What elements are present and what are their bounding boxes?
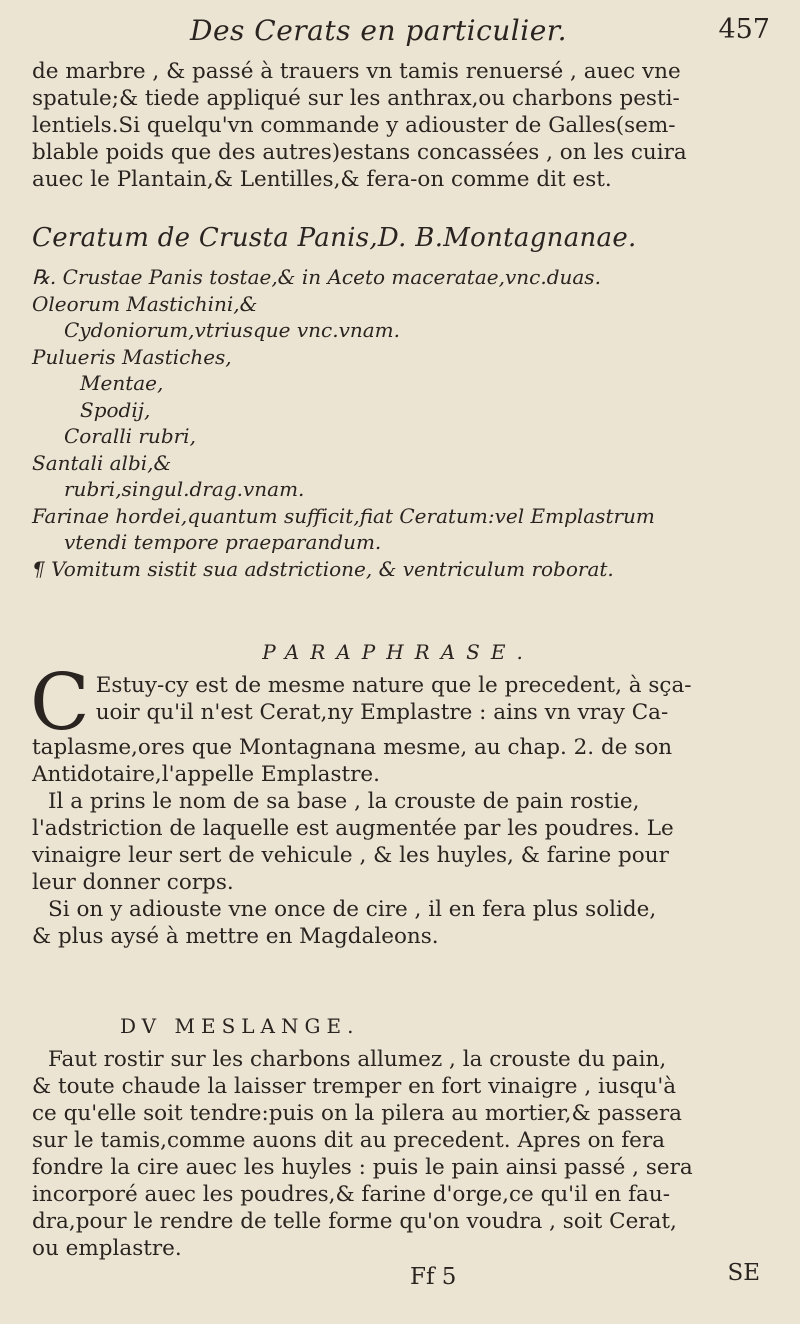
running-title: Des Cerats en particulier. (190, 14, 567, 47)
text-line: de marbre , & passé à trauers vn tamis renuersé , auec vne (32, 59, 681, 84)
text-line: incorporé auec les poudres,& farine d'orge,ce qu'il en fau- (32, 1182, 670, 1207)
catchword: SE (727, 1260, 760, 1286)
text-line: sur le tamis,comme auons dit au precedent. Apres on fera (32, 1128, 666, 1153)
text-line: uoir qu'il n'est Cerat,ny Emplastre : ains vn vray Ca- (95, 700, 669, 725)
text-line: & toute chaude la laisser tremper en fort vinaigre , iusqu'à (32, 1074, 677, 1099)
text-line: Antidotaire,l'appelle Emplastre. (32, 762, 380, 787)
text-line: ce qu'elle soit tendre:puis on la pilera au mortier,& passera (32, 1101, 682, 1126)
recipe-line: Spodij, (80, 397, 151, 422)
text-line: ou emplastre. (32, 1236, 182, 1261)
paraphrase-title: PARAPHRASE. (262, 640, 534, 664)
drop-cap: C (30, 658, 90, 748)
text-line: auec le Plantain,& Lentilles,& fera-on comme dit est. (32, 167, 612, 192)
recipe-line: Farinae hordei,quantum sufficit,fiat Ceratum:vel Emplastrum (32, 503, 655, 528)
intro-paragraph (32, 58, 764, 193)
recipe-title: Ceratum de Crusta Panis,D. B.Montagnanae. (32, 223, 637, 253)
recipe-line: Pulueris Mastiches, (32, 344, 232, 369)
recipe-line: Coralli rubri, (64, 424, 196, 448)
text-line: fondre la cire auec les huyles : puis le pain ainsi passé , sera (32, 1155, 693, 1180)
melange-paragraph (32, 1046, 764, 1262)
text-line: Estuy-cy est de mesme nature que le precedent, à sça- (95, 673, 692, 698)
paraphrase-paragraph (30, 658, 764, 950)
text-line: & plus aysé à mettre en Magdaleons. (32, 924, 439, 949)
recipe-line: ¶ Vomitum sistit sua adstrictione, & ventriculum roborat. (32, 556, 614, 581)
running-header (190, 14, 770, 47)
signature-mark: Ff 5 (410, 1264, 457, 1290)
text-line: l'adstriction de laquelle est augmentée par les poudres. Le (32, 816, 674, 841)
text-line: dra,pour le rendre de telle forme qu'on voudra , soit Cerat, (32, 1209, 677, 1234)
recipe-line: Mentae, (80, 371, 164, 395)
text-line: lentiels.Si quelqu'vn commande y adiouster de Galles(sem- (32, 113, 676, 138)
text-line: Faut rostir sur les charbons allumez , la crouste du pain, (48, 1047, 667, 1072)
text-line: Si on y adiouste vne once de cire , il en fera plus solide, (48, 897, 657, 922)
text-line: Il a prins le nom de sa base , la crouste de pain rostie, (48, 789, 640, 814)
recipe-line: Oleorum Mastichini,& (32, 291, 258, 316)
page-footer (32, 1258, 764, 1298)
text-line: spatule;& tiede appliqué sur les anthrax,ou charbons pesti- (32, 86, 680, 111)
text-line: taplasme,ores que Montagnana mesme, au chap. 2. de son (32, 735, 673, 760)
text-line: blable poids que des autres)estans concassées , on les cuira (32, 140, 687, 165)
recipe-line: ℞. Crustae Panis tostae,& in Aceto maceratae,vnc.duas. (32, 265, 601, 289)
recipe-line: Cydoniorum,vtriusque vnc.vnam. (64, 318, 401, 342)
recipe-line: vtendi tempore praeparandum. (64, 530, 382, 554)
recipe-line: rubri,singul.drag.vnam. (64, 477, 305, 501)
text-line: vinaigre leur sert de vehicule , & les huyles, & farine pour (32, 843, 669, 868)
text-line: leur donner corps. (32, 870, 234, 895)
recipe-list (32, 264, 764, 582)
recipe-line: Santali albi,& (32, 450, 172, 475)
melange-title: DV MESLANGE. (120, 1014, 360, 1038)
page-number: 457 (718, 14, 770, 45)
